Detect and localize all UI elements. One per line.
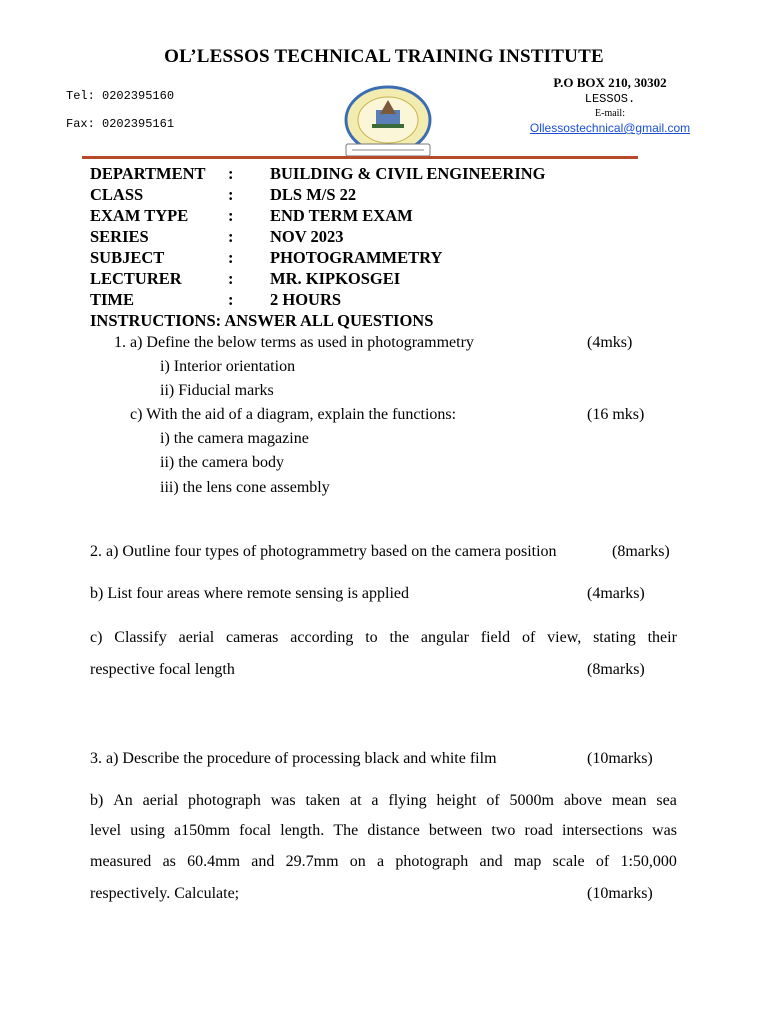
q1a-marks: (4mks) (587, 334, 633, 351)
word: as (162, 853, 176, 870)
instructions: INSTRUCTIONS: ANSWER ALL QUESTIONS (90, 311, 434, 330)
word: mean (611, 792, 647, 809)
q2b-text: b) List four areas where remote sensing is applied (90, 585, 410, 602)
fax: Fax: 0202395161 (66, 117, 175, 131)
q3b-marks: (10marks) (587, 885, 653, 902)
q1a-item-i: i) Interior orientation (160, 358, 296, 375)
word: a (377, 853, 385, 870)
word: 5000m (509, 792, 554, 809)
word: The (333, 822, 359, 839)
email-label: E-mail: (595, 108, 625, 119)
meta-row-subject: SUBJECT : PHOTOGRAMMETRY (90, 248, 443, 267)
institute-logo (332, 84, 444, 160)
q1c-item-ii: ii) the camera body (160, 454, 284, 471)
q3b-line-4: respectively. Calculate; (90, 885, 240, 902)
q2b-marks: (4marks) (587, 585, 645, 602)
word: to (365, 629, 378, 646)
q1c-item-i: i) the camera magazine (160, 430, 309, 447)
word: two (491, 822, 516, 839)
word: aerial (178, 629, 215, 646)
word: was (652, 822, 677, 839)
q3b-line-2 (90, 822, 677, 840)
word: photograph (395, 853, 469, 870)
header-divider (82, 156, 638, 159)
word: was (270, 792, 296, 809)
q2c-line-2: respective focal length (90, 661, 235, 678)
word: 29.7mm (285, 853, 339, 870)
word: sea (656, 792, 677, 809)
q1c-item-iii: iii) the lens cone assembly (160, 479, 330, 496)
q2a-text: 2. a) Outline four types of photogrammetry based on the camera position (90, 543, 557, 560)
word: of (595, 853, 610, 870)
word: road (524, 822, 553, 839)
q3b-line-1 (90, 792, 677, 810)
word: b) (90, 792, 104, 809)
word: on (349, 853, 366, 870)
word: view, (547, 629, 582, 646)
word: the (389, 629, 410, 646)
q2c-marks: (8marks) (587, 661, 645, 678)
word: and (479, 853, 503, 870)
meta-row-series: SERIES : NOV 2023 (90, 227, 344, 246)
meta-row-lecturer: LECTURER : MR. KIPKOSGEI (90, 269, 401, 288)
word: intersections (562, 822, 643, 839)
word: measured (90, 853, 152, 870)
word: angular (420, 629, 469, 646)
q1c-marks: (16 mks) (587, 406, 645, 423)
word: scale (552, 853, 585, 870)
word: flying (388, 792, 427, 809)
word: of (521, 629, 536, 646)
word: taken (305, 792, 341, 809)
email-link[interactable]: Ollessostechnical@gmail.com (529, 121, 691, 135)
po-box: P.O BOX 210, 30302 (553, 75, 667, 90)
word: field (480, 629, 511, 646)
meta-row-exam-type: EXAM TYPE : END TERM EXAM (90, 206, 413, 225)
q1a-item-ii: ii) Fiducial marks (160, 382, 274, 399)
word: a150mm (174, 822, 231, 839)
word: according (290, 629, 354, 646)
q1c-text: c) With the aid of a diagram, explain the functions: (130, 406, 457, 423)
institute-title: OL’LESSOS TECHNICAL TRAINING INSTITUTE (164, 46, 604, 67)
word: focal (239, 822, 272, 839)
word: aerial (142, 792, 179, 809)
town: LESSOS. (584, 92, 636, 106)
word: cameras (226, 629, 279, 646)
meta-row-class: CLASS : DLS M/S 22 (90, 185, 357, 204)
telephone: Tel: 0202395160 (66, 89, 175, 103)
word: photograph (188, 792, 261, 809)
word: distance (367, 822, 420, 839)
word: c) (90, 629, 103, 646)
word: of (486, 792, 500, 809)
word: 60.4mm (187, 853, 241, 870)
word: a (371, 792, 379, 809)
q3a-text: 3. a) Describe the procedure of processing black and white film (90, 750, 497, 767)
q2a-marks: (8marks) (612, 543, 670, 560)
meta-row-department: DEPARTMENT : BUILDING & CIVIL ENGINEERING (90, 164, 546, 183)
word: above (563, 792, 603, 809)
word: level (90, 822, 122, 839)
meta-row-time: TIME : 2 HOURS (90, 290, 342, 309)
word: map (513, 853, 542, 870)
word: at (350, 792, 362, 809)
logo-emblem-icon (332, 84, 444, 160)
word: height (436, 792, 477, 809)
exam-details (90, 163, 546, 331)
word: An (113, 792, 133, 809)
word: length. (280, 822, 325, 839)
word: their (647, 629, 677, 646)
word: using (130, 822, 165, 839)
q2c-line-1 (90, 629, 677, 647)
q3a-marks: (10marks) (587, 750, 653, 767)
word: Classify (114, 629, 167, 646)
q1a-text: 1. a) Define the below terms as used in photogrammetry (114, 334, 474, 351)
word: and (251, 853, 275, 870)
word: between (428, 822, 483, 839)
word: stating (593, 629, 636, 646)
word: 1:50,000 (620, 853, 677, 870)
q3b-line-3 (90, 853, 677, 871)
